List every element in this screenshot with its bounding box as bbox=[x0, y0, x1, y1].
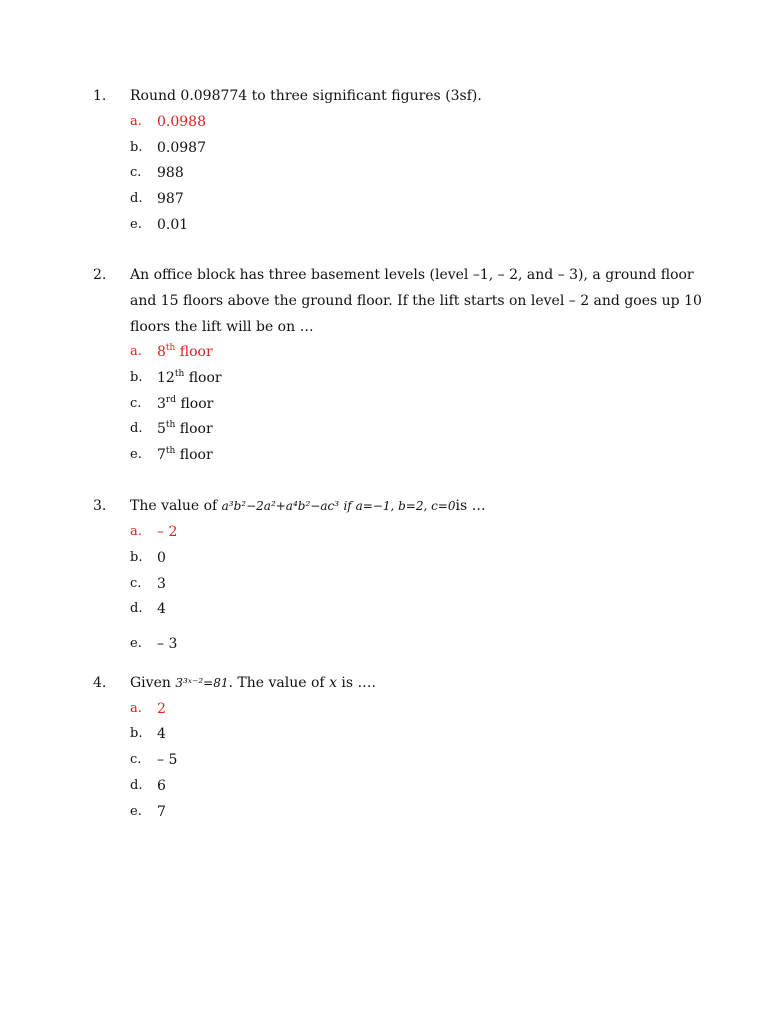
option-letter: b. bbox=[130, 140, 143, 155]
option-text: 987 bbox=[157, 191, 184, 207]
question-number: 1. bbox=[93, 88, 107, 104]
option-text: 2 bbox=[157, 701, 166, 717]
variable: x bbox=[329, 675, 337, 691]
option-text: – 3 bbox=[157, 636, 178, 652]
question-text-line-1: An office block has three basement levels (level –1, – 2, and – 3), a ground floor bbox=[130, 267, 694, 283]
option-letter: a. bbox=[130, 701, 142, 716]
option-letter: b. bbox=[130, 370, 143, 385]
option-text: 3 bbox=[157, 576, 166, 592]
option-text: 4 bbox=[157, 601, 166, 617]
question-text: Given 3³ˣ⁻²=81. The value of x is …. bbox=[130, 675, 376, 691]
math-equation: 3³ˣ⁻²=81 bbox=[175, 676, 229, 690]
option-text: 7th floor bbox=[157, 446, 213, 463]
question-text: The value of a³b²−2a²+a⁴b²−ac³ if a=−1, b=2, c=0is … bbox=[130, 498, 486, 514]
option-letter: c. bbox=[130, 165, 142, 180]
option-letter: e. bbox=[130, 636, 142, 651]
option-letter: c. bbox=[130, 576, 142, 591]
option-letter: a. bbox=[130, 114, 142, 129]
option-text: 5th floor bbox=[157, 420, 213, 437]
question-number: 2. bbox=[93, 267, 107, 283]
option-letter: c. bbox=[130, 396, 142, 411]
question-text: Round 0.098774 to three significant figures (3sf). bbox=[130, 88, 482, 104]
option-text: 0 bbox=[157, 550, 166, 566]
option-text: 8th floor bbox=[157, 343, 213, 360]
option-text: 0.01 bbox=[157, 217, 189, 233]
option-text: 12th floor bbox=[157, 369, 222, 386]
question-number: 3. bbox=[93, 498, 107, 514]
option-letter: e. bbox=[130, 217, 142, 232]
option-letter: b. bbox=[130, 726, 143, 741]
question-text-line-3: floors the lift will be on … bbox=[130, 319, 314, 335]
option-letter: d. bbox=[130, 191, 143, 206]
option-letter: a. bbox=[130, 344, 142, 359]
option-letter: a. bbox=[130, 524, 142, 539]
option-letter: e. bbox=[130, 804, 142, 819]
option-text: – 5 bbox=[157, 752, 178, 768]
option-letter: d. bbox=[130, 778, 143, 793]
option-letter: d. bbox=[130, 421, 143, 436]
option-text: 0.0988 bbox=[157, 114, 206, 130]
question-number: 4. bbox=[93, 675, 107, 691]
option-text: 0.0987 bbox=[157, 140, 206, 156]
math-expression: a³b²−2a²+a⁴b²−ac³ bbox=[221, 499, 340, 513]
option-text: 7 bbox=[157, 804, 166, 820]
question-text-line-2: and 15 floors above the ground floor. If the lift starts on level – 2 and goes up 10 bbox=[130, 293, 702, 309]
option-letter: e. bbox=[130, 447, 142, 462]
option-text: 988 bbox=[157, 165, 184, 181]
math-condition: if a=−1, b=2, c=0 bbox=[343, 499, 456, 513]
option-text: 4 bbox=[157, 726, 166, 742]
option-letter: c. bbox=[130, 752, 142, 767]
option-letter: d. bbox=[130, 601, 143, 616]
option-letter: b. bbox=[130, 550, 143, 565]
option-text: 3rd floor bbox=[157, 395, 214, 412]
option-text: – 2 bbox=[157, 524, 178, 540]
option-text: 6 bbox=[157, 778, 166, 794]
